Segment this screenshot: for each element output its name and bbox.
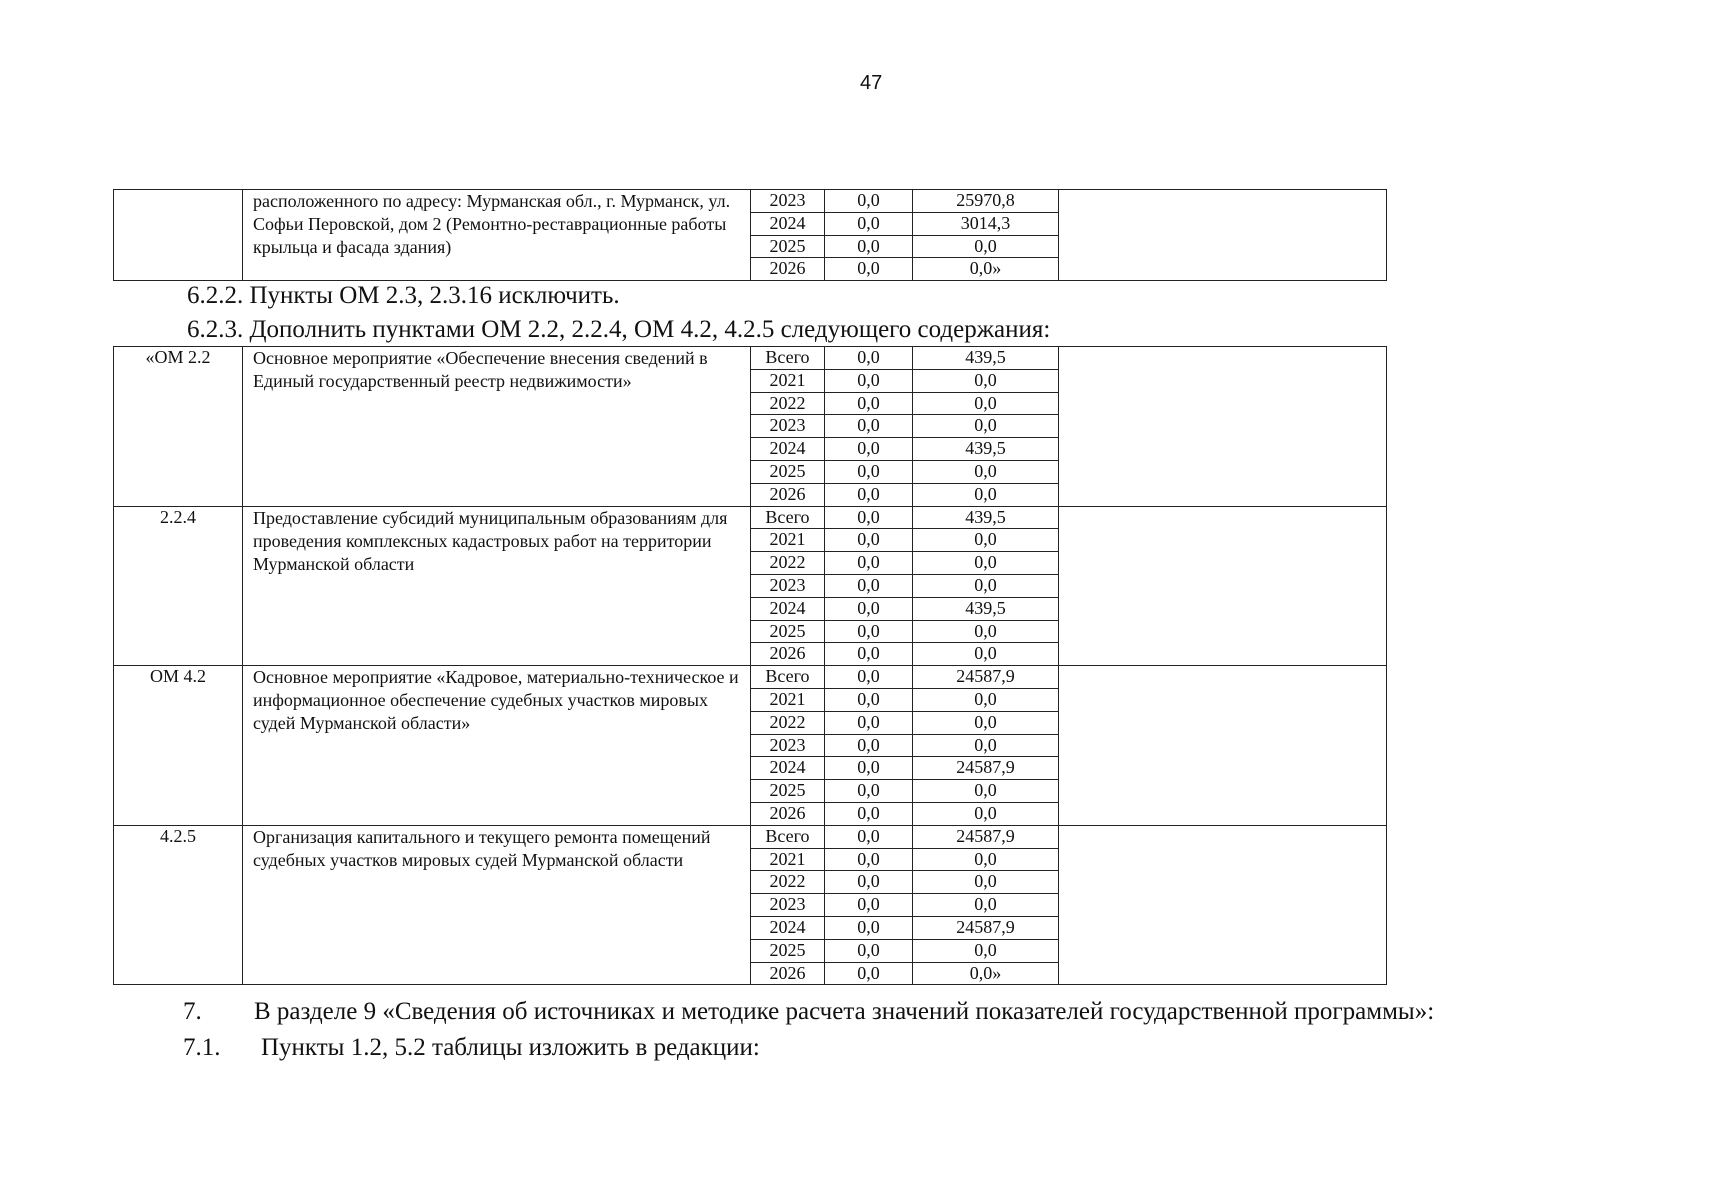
year-cell: 2021 — [751, 848, 825, 871]
top-budget-table — [113, 189, 1387, 281]
year-cell: 2025 — [751, 620, 825, 643]
value-cell: 0,0 — [825, 529, 913, 552]
year-cell: 2026 — [751, 802, 825, 825]
notes-cell — [1059, 506, 1387, 666]
value-cell: 0,0 — [825, 483, 913, 506]
table-row — [114, 190, 1387, 213]
table-row — [114, 666, 1387, 689]
year-cell: 2023 — [751, 734, 825, 757]
value-cell: 0,0 — [825, 552, 913, 575]
year-cell: 2025 — [751, 460, 825, 483]
year-cell: 2023 — [751, 415, 825, 438]
value-cell: 0,0 — [825, 597, 913, 620]
value-cell: 0,0 — [913, 529, 1059, 552]
value-cell: 0,0 — [825, 506, 913, 529]
notes-cell — [1059, 666, 1387, 826]
value-cell: 439,5 — [913, 506, 1059, 529]
value-cell: 0,0 — [825, 802, 913, 825]
year-cell: 2024 — [751, 438, 825, 461]
year-cell: 2024 — [751, 916, 825, 939]
value-cell: 439,5 — [913, 597, 1059, 620]
value-cell: 0,0 — [825, 688, 913, 711]
value-cell: 0,0 — [913, 734, 1059, 757]
year-cell: 2022 — [751, 711, 825, 734]
year-cell: 2022 — [751, 552, 825, 575]
value-cell: 0,0 — [913, 643, 1059, 666]
item-code: 4.2.5 — [114, 825, 243, 985]
year-cell: 2022 — [751, 871, 825, 894]
year-cell: 2026 — [751, 483, 825, 506]
table-row — [114, 825, 1387, 848]
value-cell: 24587,9 — [913, 825, 1059, 848]
year-cell: 2024 — [751, 757, 825, 780]
value-cell: 24587,9 — [913, 916, 1059, 939]
year-cell: 2022 — [751, 392, 825, 415]
value-cell: 0,0 — [825, 916, 913, 939]
value-cell: 0,0 — [825, 258, 913, 281]
value-cell: 0,0 — [825, 939, 913, 962]
value-cell: 0,0» — [913, 962, 1059, 985]
paragraph-7-1-number: 7.1. — [183, 1034, 221, 1061]
value-cell: 0,0 — [825, 460, 913, 483]
value-cell: 0,0 — [825, 415, 913, 438]
value-cell: 0,0 — [825, 711, 913, 734]
year-cell: 2023 — [751, 574, 825, 597]
paragraph-7-text: В разделе 9 «Сведения об источниках и методике расчета значений показателей государственной программы»: — [254, 998, 1435, 1025]
value-cell: 0,0 — [913, 620, 1059, 643]
value-cell: 0,0 — [913, 483, 1059, 506]
year-cell: 2021 — [751, 529, 825, 552]
value-cell: 0,0 — [913, 574, 1059, 597]
value-cell: 0,0 — [825, 235, 913, 258]
value-cell: 0,0 — [825, 848, 913, 871]
value-cell: 0,0 — [913, 552, 1059, 575]
year-cell: Всего — [751, 666, 825, 689]
main-budget-table — [113, 346, 1387, 985]
value-cell: 0,0 — [913, 369, 1059, 392]
year-cell: 2026 — [751, 258, 825, 281]
value-cell: 0,0 — [825, 347, 913, 370]
value-cell: 0,0 — [913, 848, 1059, 871]
year-cell: Всего — [751, 506, 825, 529]
year-cell: 2023 — [751, 190, 825, 213]
year-cell: 2023 — [751, 894, 825, 917]
value-cell: 0,0 — [825, 871, 913, 894]
year-cell: 2021 — [751, 688, 825, 711]
item-description: Предоставление субсидий муниципальным образованиям для проведения комплексных кадастровых работ на территории Мурманской области — [243, 506, 751, 666]
value-cell: 0,0 — [825, 643, 913, 666]
year-cell: 2024 — [751, 597, 825, 620]
value-cell: 0,0 — [825, 438, 913, 461]
notes-cell — [1059, 347, 1387, 507]
item-description: расположенного по адресу: Мурманская обл., г. Мурманск, ул. Софьи Перовской, дом 2 (Ремонтно-реставрационные работы крыльца и фасада здания) — [243, 190, 751, 281]
paragraph-6-2-2: 6.2.2. Пункты ОМ 2.3, 2.3.16 исключить. — [187, 282, 620, 309]
value-cell: 25970,8 — [913, 190, 1059, 213]
value-cell: 0,0 — [913, 688, 1059, 711]
table-row — [114, 347, 1387, 370]
value-cell: 0,0» — [913, 258, 1059, 281]
value-cell: 0,0 — [825, 574, 913, 597]
value-cell: 0,0 — [913, 871, 1059, 894]
item-description: Основное мероприятие «Кадровое, материально-техническое и информационное обеспечение судебных участков мировых судей Мурманской области» — [243, 666, 751, 826]
value-cell: 0,0 — [913, 415, 1059, 438]
item-description: Основное мероприятие «Обеспечение внесения сведений в Единый государственный реестр недвижимости» — [243, 347, 751, 507]
value-cell: 24587,9 — [913, 757, 1059, 780]
value-cell: 0,0 — [913, 711, 1059, 734]
year-cell: 2024 — [751, 212, 825, 235]
value-cell: 0,0 — [913, 894, 1059, 917]
value-cell: 0,0 — [825, 666, 913, 689]
item-code: 2.2.4 — [114, 506, 243, 666]
year-cell: 2021 — [751, 369, 825, 392]
item-code: ОМ 4.2 — [114, 666, 243, 826]
value-cell: 439,5 — [913, 438, 1059, 461]
year-cell: Всего — [751, 347, 825, 370]
paragraph-7-number: 7. — [183, 998, 202, 1025]
value-cell: 0,0 — [913, 392, 1059, 415]
value-cell: 0,0 — [825, 212, 913, 235]
value-cell: 0,0 — [913, 802, 1059, 825]
year-cell: 2025 — [751, 939, 825, 962]
item-description: Организация капитального и текущего ремонта помещений судебных участков мировых судей Мурманской области — [243, 825, 751, 985]
value-cell: 0,0 — [825, 894, 913, 917]
value-cell: 0,0 — [913, 460, 1059, 483]
paragraph-7-1-text: Пункты 1.2, 5.2 таблицы изложить в редакции: — [261, 1034, 760, 1061]
value-cell: 0,0 — [913, 780, 1059, 803]
paragraph-6-2-3: 6.2.3. Дополнить пунктами ОМ 2.2, 2.2.4, ОМ 4.2, 4.2.5 следующего содержания: — [187, 316, 1051, 343]
value-cell: 0,0 — [825, 734, 913, 757]
table-row — [114, 506, 1387, 529]
value-cell: 0,0 — [825, 620, 913, 643]
value-cell: 0,0 — [825, 962, 913, 985]
year-cell: 2025 — [751, 235, 825, 258]
value-cell: 3014,3 — [913, 212, 1059, 235]
value-cell: 0,0 — [825, 190, 913, 213]
year-cell: Всего — [751, 825, 825, 848]
value-cell: 439,5 — [913, 347, 1059, 370]
value-cell: 0,0 — [825, 825, 913, 848]
value-cell: 0,0 — [913, 235, 1059, 258]
notes-cell — [1059, 825, 1387, 985]
year-cell: 2025 — [751, 780, 825, 803]
value-cell: 0,0 — [825, 369, 913, 392]
value-cell: 0,0 — [825, 757, 913, 780]
value-cell: 0,0 — [825, 392, 913, 415]
value-cell: 0,0 — [825, 780, 913, 803]
value-cell: 24587,9 — [913, 666, 1059, 689]
year-cell: 2026 — [751, 643, 825, 666]
page-number: 47 — [860, 72, 883, 94]
item-code: «ОМ 2.2 — [114, 347, 243, 507]
item-code — [114, 190, 243, 281]
year-cell: 2026 — [751, 962, 825, 985]
notes-cell — [1059, 190, 1387, 281]
value-cell: 0,0 — [913, 939, 1059, 962]
